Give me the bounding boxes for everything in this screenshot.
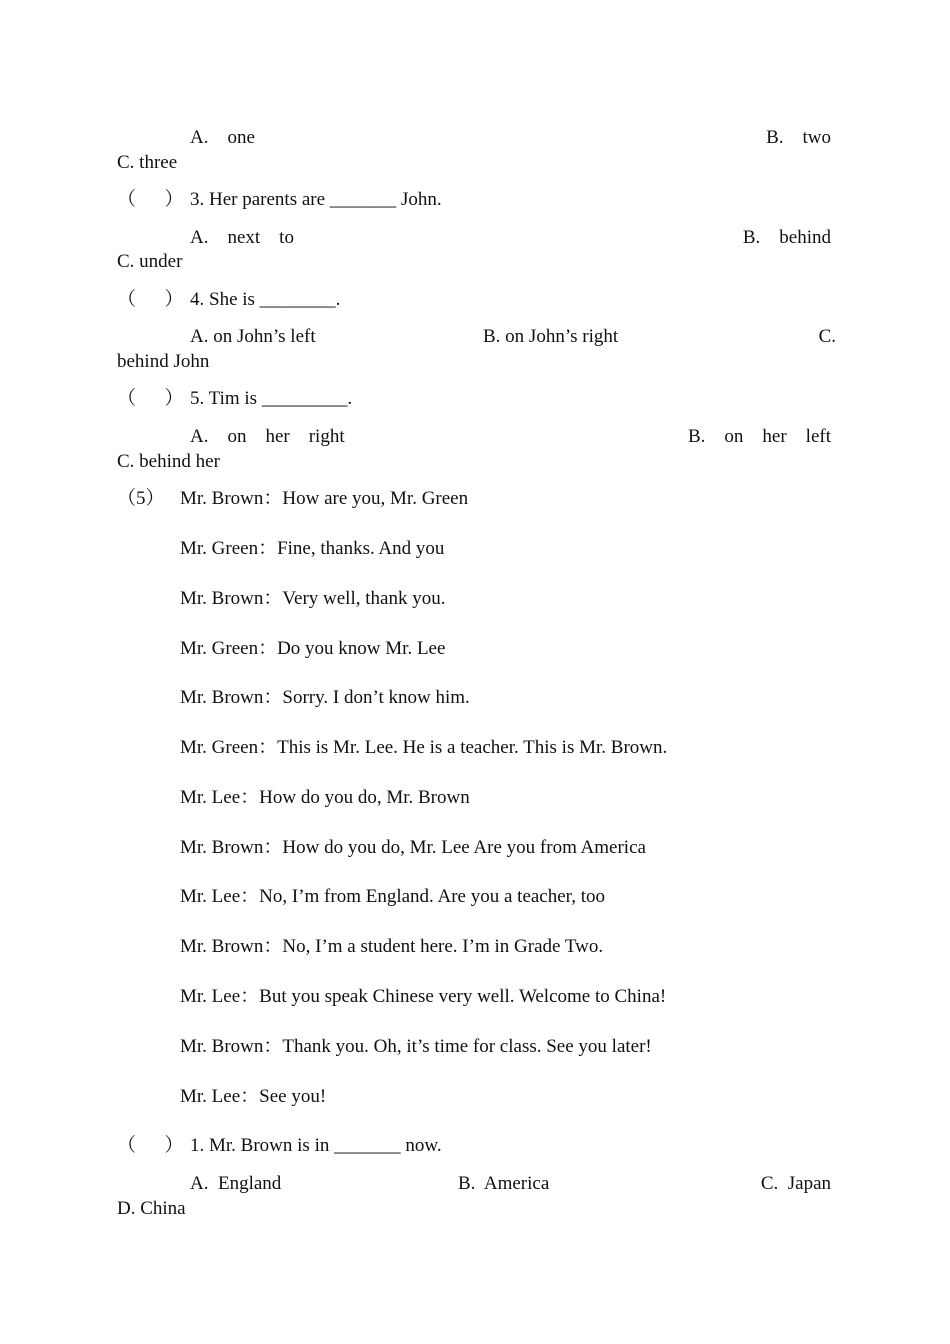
- dialogue-line: Mr. Brown：Very well, thank you.: [180, 588, 446, 609]
- q4-option-a: A. on John’s left: [190, 326, 316, 347]
- q3-option-c: C. under: [117, 251, 183, 272]
- dialogue-line: Mr. Lee：See you!: [180, 1086, 327, 1107]
- dialogue-line: Mr. Green：Fine, thanks. And you: [180, 538, 445, 559]
- section-number: （5）: [117, 488, 165, 509]
- q3-answer-blank: （ ）: [117, 189, 184, 210]
- dialogue-line: Mr. Green：Do you know Mr. Lee: [180, 638, 446, 659]
- s5-q1-option-d: D. China: [117, 1198, 186, 1219]
- q4-option-b: B. on John’s right: [483, 326, 619, 347]
- q5-option-c: C. behind her: [117, 451, 220, 472]
- q5-stem: 5. Tim is _________.: [190, 388, 353, 409]
- q5-answer-blank: （ ）: [117, 388, 184, 409]
- dialogue-line: Mr. Brown：Thank you. Oh, it’s time for class. See you later!: [180, 1036, 652, 1057]
- s5-q1-option-a: A. England: [190, 1173, 282, 1194]
- dialogue-line: Mr. Lee：But you speak Chinese very well. Welcome to China!: [180, 986, 667, 1007]
- q5-option-a: A. on her right: [190, 426, 345, 447]
- dialogue-line: Mr. Lee：No, I’m from England. Are you a teacher, too: [180, 886, 606, 907]
- q2-option-a: A. one: [190, 127, 255, 148]
- dialogue-line: Mr. Brown：No, I’m a student here. I’m in Grade Two.: [180, 936, 604, 957]
- q3-option-a: A. next to: [190, 227, 294, 248]
- s5-q1-stem: 1. Mr. Brown is in _______ now.: [190, 1135, 442, 1156]
- q4-option-c-label: C.: [818, 326, 836, 347]
- q2-option-c: C. three: [117, 152, 178, 173]
- q3-option-b: B. behind: [742, 227, 831, 248]
- s5-q1-option-c: C. Japan: [760, 1173, 831, 1194]
- s5-q1-option-b: B. America: [458, 1173, 550, 1194]
- dialogue-line: Mr. Green：This is Mr. Lee. He is a teacher. This is Mr. Brown.: [180, 737, 668, 758]
- s5-q1-answer-blank: （ ）: [117, 1135, 184, 1156]
- q5-option-b: B. on her left: [687, 426, 831, 447]
- q4-stem: 4. She is ________.: [190, 289, 341, 310]
- q3-stem: 3. Her parents are _______ John.: [190, 189, 442, 210]
- q2-option-b: B. two: [766, 127, 831, 148]
- dialogue-line: Mr. Brown：How are you, Mr. Green: [180, 488, 469, 509]
- dialogue-line: Mr. Brown：How do you do, Mr. Lee Are you from America: [180, 837, 646, 858]
- q4-option-c-text: behind John: [117, 351, 210, 372]
- q4-answer-blank: （ ）: [117, 289, 184, 310]
- dialogue-line: Mr. Brown：Sorry. I don’t know him.: [180, 687, 470, 708]
- dialogue-line: Mr. Lee：How do you do, Mr. Brown: [180, 787, 470, 808]
